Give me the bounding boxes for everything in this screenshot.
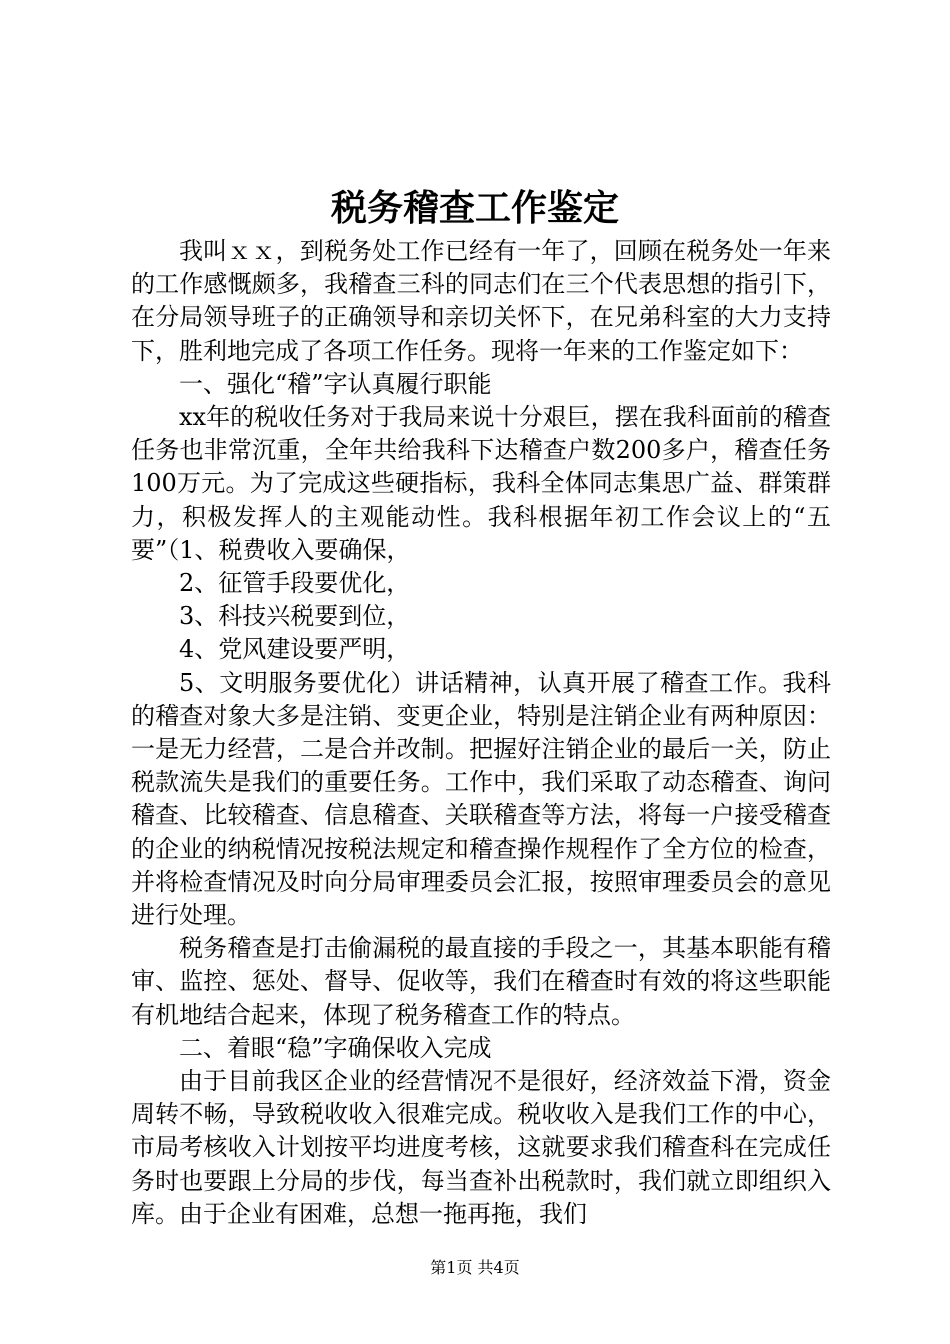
paragraph: 5、文明服务要优化）讲话精神，认真开展了稽查工作。我科的稽查对象大多是注销、变更企业，特别是注销企业有两种原因：一是无力经营，二是合并改制。把握好注销企业的最后一关，防止税款流失是我们的重要任务。工作中，我们采取了动态稽查、询问稽查、比较稽查、信息稽查、关联稽查等方法，将每一户接受稽查的企业的纳税情况按税法规定和稽查操作规程作了全方位的检查，并将检查情况及时向分局审理委员会汇报，按照审理委员会的意见进行处理。 bbox=[131, 668, 831, 930]
paragraph: 由于目前我区企业的经营情况不是很好，经济效益下滑，资金周转不畅，导致税收收入很难完成。税收收入是我们工作的中心，市局考核收入计划按平均进度考核，这就要求我们稽查科在完成任务时也要跟上分局的步伐，每当查补出税款时，我们就立即组织入库。由于企业有困难，总想一拖再拖，我们 bbox=[131, 1067, 831, 1228]
document-body bbox=[131, 235, 831, 1231]
paragraph: xx年的税收任务对于我局来说十分艰巨，摆在我科面前的稽查任务也非常沉重，全年共给我科下达稽查户数200多户，稽查任务100万元。为了完成这些硬指标，我科全体同志集思广益、群策群力，积极发挥人的主观能动性。我科根据年初工作会议上的“五要”（1、税费收入要确保， bbox=[131, 403, 831, 564]
list-item: 4、党风建设要严明， bbox=[179, 635, 411, 664]
list-item: 2、征管手段要优化， bbox=[179, 569, 411, 598]
document-title: 税务稽查工作鉴定 bbox=[330, 187, 619, 229]
paragraph: 税务稽查是打击偷漏税的最直接的手段之一，其基本职能有稽审、监控、惩处、督导、促收等，我们在稽查时有效的将这些职能有机地结合起来，体现了税务稽查工作的特点。 bbox=[131, 934, 831, 1029]
page-footer: 第1页 共4页 bbox=[430, 1258, 520, 1277]
paragraph-intro: 我叫ｘｘ，到税务处工作已经有一年了，回顾在税务处一年来的工作感慨颇多，我稽查三科的同志们在三个代表思想的指引下，在分局领导班子的正确领导和亲切关怀下，在兄弟科室的大力支持下，胜利地完成了各项工作任务。现将一年来的工作鉴定如下： bbox=[131, 237, 831, 365]
list-item: 3、科技兴税要到位， bbox=[179, 602, 411, 631]
section-heading-1: 一、强化“稽”字认真履行职能 bbox=[179, 369, 492, 398]
section-heading-2: 二、着眼“稳”字确保收入完成 bbox=[179, 1033, 492, 1062]
